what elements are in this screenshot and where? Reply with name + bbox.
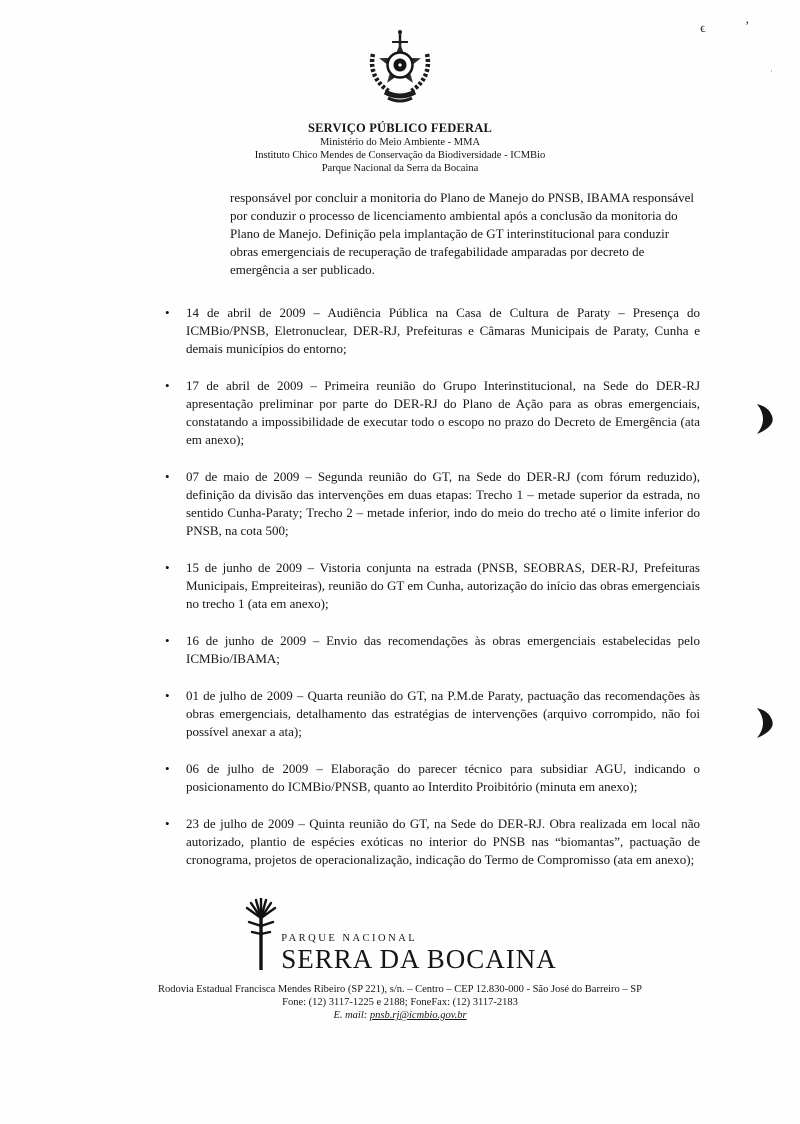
bullet-icon bbox=[165, 377, 186, 449]
bullet-icon bbox=[165, 687, 186, 741]
list-item-text: 15 de junho de 2009 – Vistoria conjunta na estrada (PNSB, SEOBRAS, DER-RJ, Prefeituras Municipais, Empreiteiras), reunião do GT em Cunha, autorização do início das obras emergenciais no trecho 1 (ata em anexo); bbox=[186, 560, 700, 611]
scan-artifact-crescent bbox=[756, 708, 773, 743]
list-item bbox=[165, 632, 700, 668]
list-item bbox=[165, 687, 700, 741]
list-item bbox=[165, 559, 700, 613]
bullet-icon bbox=[165, 815, 186, 869]
list-item bbox=[165, 468, 700, 540]
list-item-text: 07 de maio de 2009 – Segunda reunião do GT, na Sede do DER-RJ (com fórum reduzido), definição da divisão das intervenções em duas etapas: Trecho 1 – metade superior da estrada, no sentido Cunha-Paraty; Trecho 2 – metade inferior, indo do meio do trecho até o limite inferior do PNSB, na cota 500; bbox=[186, 469, 700, 538]
scan-artifact: · bbox=[770, 66, 773, 76]
list-item bbox=[165, 760, 700, 796]
list-item-text: 14 de abril de 2009 – Audiência Pública na Casa de Cultura de Paraty – Presença do ICMBio/PNSB, Eletronuclear, DER-RJ, Prefeituras e Câmaras Municipais de Paraty, Cunha e demais municípios do entorno; bbox=[186, 305, 700, 356]
email-address: pnsb.rj@icmbio.gov.br bbox=[369, 1010, 467, 1021]
list-item bbox=[165, 377, 700, 449]
bullet-icon bbox=[165, 760, 186, 796]
list-item-text: 06 de julho de 2009 – Elaboração do parecer técnico para subsidiar AGU, indicando o posicionamento do ICMBio/PNSB, quanto ao Interdito Proibitório (minuta em anexo); bbox=[186, 761, 700, 794]
footer-email-line bbox=[0, 1009, 800, 1022]
header-park-line: Parque Nacional da Serra da Bocaina bbox=[321, 163, 479, 174]
park-name: SERRA DA BOCAINA bbox=[281, 944, 557, 974]
park-tree-icon bbox=[243, 898, 279, 975]
park-label: PARQUE NACIONAL bbox=[281, 933, 418, 944]
footer-address: Rodovia Estadual Francisca Mendes Ribeiro (SP 221), s/n. – Centro – CEP 12.830-000 - São José do Barreiro – SP bbox=[158, 984, 642, 995]
park-logo-text bbox=[281, 932, 557, 975]
list-item-text: 01 de julho de 2009 – Quarta reunião do GT, na P.M.de Paraty, pactuação das recomendações às obras emergenciais, detalhamento das estratégias de intervenções (arquivo corrompido, não foi possível anexar a ata); bbox=[186, 688, 700, 739]
footer-phone: Fone: (12) 3117-1225 e 2188; FoneFax: (12) 3117-2183 bbox=[282, 997, 518, 1008]
timeline-bullet-list bbox=[165, 304, 700, 869]
bullet-icon bbox=[165, 559, 186, 613]
header-ministry-line: Ministério do Meio Ambiente - MMA bbox=[319, 137, 481, 148]
document-header bbox=[0, 0, 800, 175]
list-item-text: 23 de julho de 2009 – Quinta reunião do GT, na Sede do DER-RJ. Obra realizada em local não autorizado, plantio de espécies exóticas no interior do PNSB nas “biomantas”, pactuação de cronograma, projetos de operacionalização, indicação do Termo de Compromisso (ata em anexo); bbox=[186, 816, 700, 867]
list-item bbox=[165, 304, 700, 358]
list-item-text: 17 de abril de 2009 – Primeira reunião do Grupo Interinstitucional, na Sede do DER-RJ apresentação preliminar por parte do DER-RJ do Plano de Ação para as obras emergenciais, constatando a impossibilidade de executar todo o escopo no prazo do Decreto de Emergência (ata em anexo); bbox=[186, 378, 700, 447]
bullet-icon bbox=[165, 632, 186, 668]
list-item-text: 16 de junho de 2009 – Envio das recomendações às obras emergenciais estabelecidas pelo ICMBio/IBAMA; bbox=[186, 633, 700, 666]
scan-artifact: ϵ bbox=[698, 19, 707, 36]
list-item bbox=[165, 815, 700, 869]
document-body bbox=[165, 189, 700, 869]
park-logo bbox=[0, 898, 800, 975]
document-footer bbox=[0, 898, 800, 1022]
scan-artifact: ’ bbox=[745, 18, 750, 33]
brazil-federal-seal-icon bbox=[358, 28, 442, 116]
intro-paragraph: responsável por concluir a monitoria do Plano de Manejo do PNSB, IBAMA responsável por conduzir o processo de licenciamento ambiental após a conclusão da monitoria do Plano de Manejo. Definição pela implantação de GT interinstitucional para conduzir obras emergenciais de recuperação de trafegabilidade amparadas por decreto de emergência a ser publicado. bbox=[230, 190, 694, 277]
bullet-icon bbox=[165, 304, 186, 358]
header-service-line: SERVIÇO PÚBLICO FEDERAL bbox=[307, 121, 493, 135]
header-institute-line: Instituto Chico Mendes de Conservação da Biodiversidade - ICMBio bbox=[254, 150, 546, 161]
bullet-icon bbox=[165, 468, 186, 540]
scan-artifact-crescent bbox=[756, 404, 773, 439]
email-label: E. mail: bbox=[333, 1010, 368, 1021]
